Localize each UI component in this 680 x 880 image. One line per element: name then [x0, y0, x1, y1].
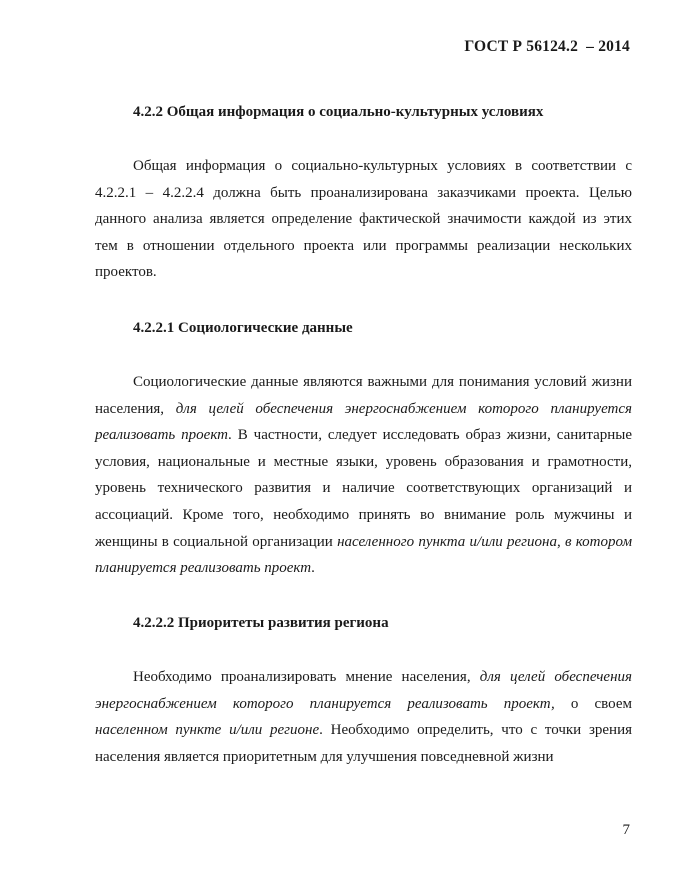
text-run: о своем — [554, 695, 632, 712]
text-run: Социологические данные являются важными для понимания условий жизни населения, — [95, 374, 632, 417]
page-number: 7 — [622, 822, 630, 838]
italic-text-run: для целей обеспечения энергоснабжением которого планируется реализовать проект — [95, 400, 632, 444]
paragraph-general-info: Общая информация о социально-культурных условиях в соответствии с 4.2.2.1 – 4.2.2.4 должна быть проанализирована заказчиками проекта. Целью данного анализа является определение фактической значимости каждой из этих тем в отношении отдельного проекта или программы реализации нескольких проектов. — [95, 158, 632, 281]
text-run: Необходимо проанализировать мнение населения, — [133, 669, 480, 685]
text-run: , — [556, 533, 565, 550]
section-heading-4-2-2-1: 4.2.2.1 Социологические данные — [133, 320, 353, 336]
text-run: . — [311, 560, 315, 577]
paragraph-region-priorities — [95, 664, 632, 770]
italic-text-run: в котором планируется реализовать проект — [95, 533, 633, 577]
document-header: ГОСТ Р 56124.2 – 2014 — [464, 38, 630, 55]
italic-text-run: для целей обеспечения энергоснабжением которого планируется реализовать проект, — [95, 669, 633, 712]
text-run: . Необходимо определить, что с точки зрения населения является приоритетным для улучшения повседневной жизни — [95, 722, 632, 765]
paragraph-sociological-data — [95, 369, 632, 582]
section-heading-4-2-2: 4.2.2 Общая информация о социально-культурных условиях — [133, 104, 544, 120]
italic-text-run: населенном пункте и/или регионе — [95, 722, 320, 739]
italic-text-run: населенного пункта и/или региона — [337, 533, 557, 550]
text-run: . В частности, следует исследовать образ жизни, санитарные условия, национальные и местные языки, уровень образования и грамотности, уровень технического развития и наличие соответствующих организаций и ассоциаций. Кроме того, необходимо принять во внимание роль мужчины и женщины в социальной организации — [95, 427, 632, 550]
section-heading-4-2-2-2: 4.2.2.2 Приоритеты развития региона — [133, 615, 389, 631]
